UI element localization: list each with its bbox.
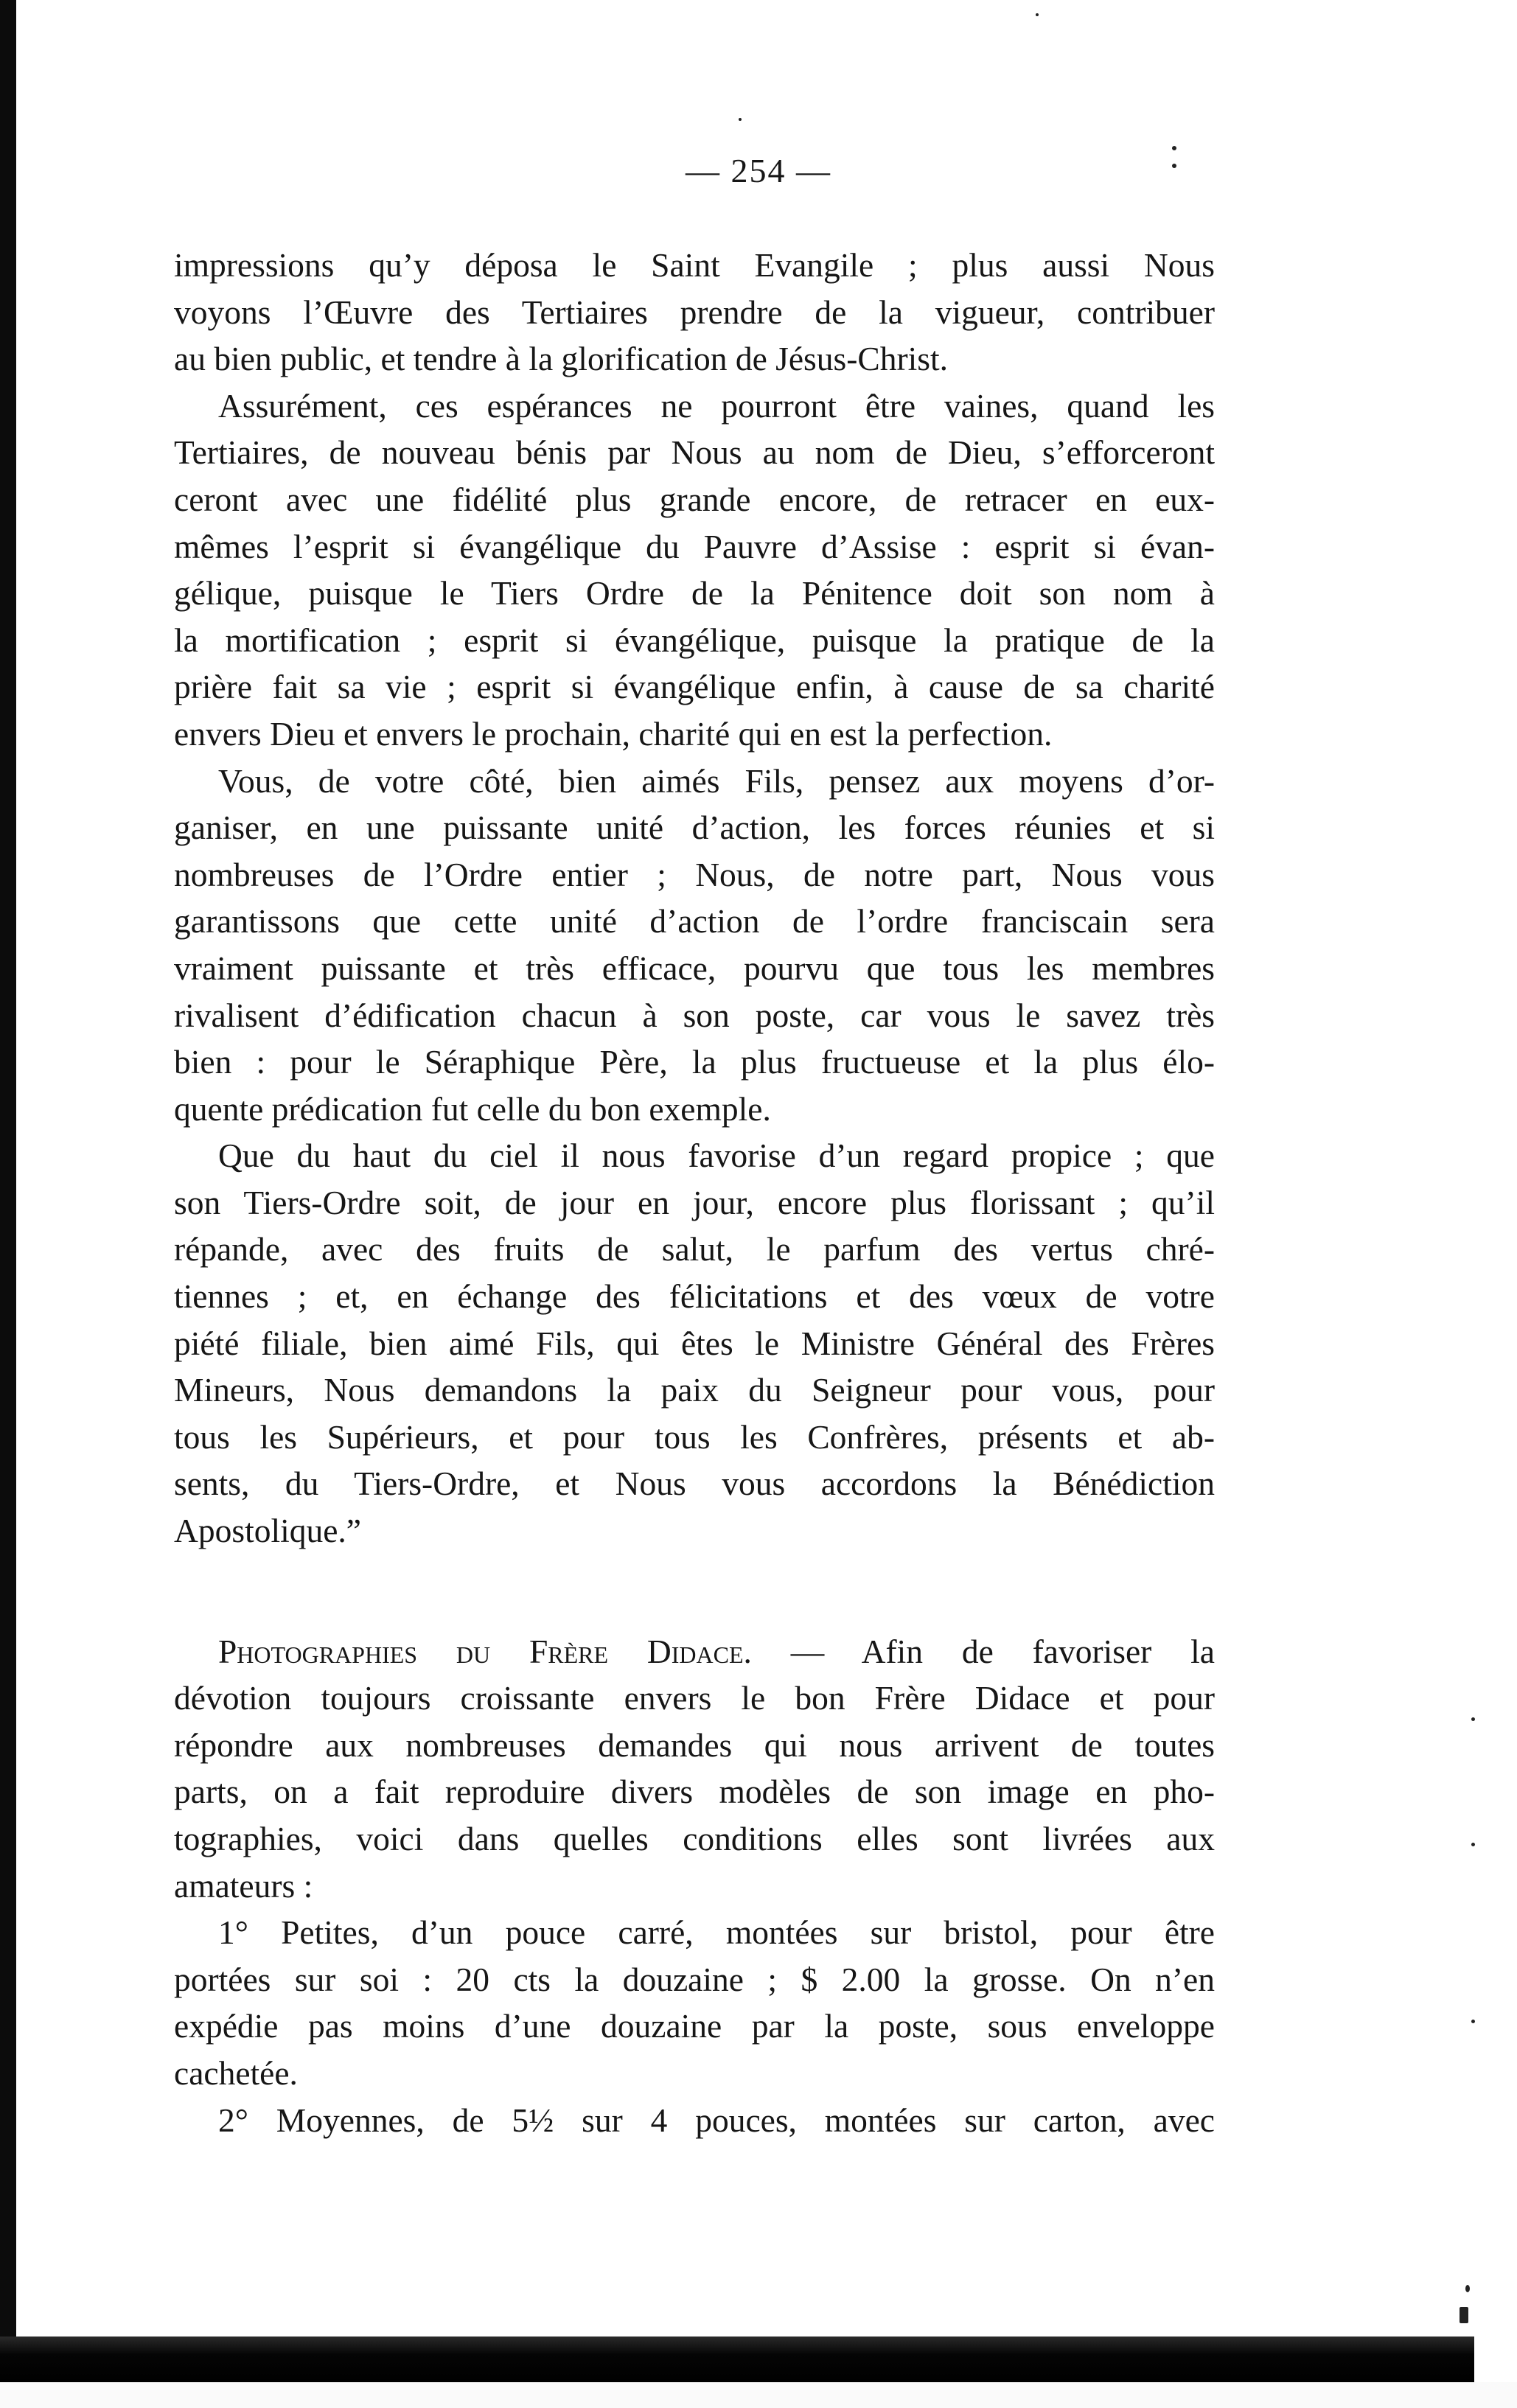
text-line <box>174 1628 1215 1675</box>
page-number: — 254 — <box>686 152 831 189</box>
scan-speck <box>1471 2020 1475 2023</box>
text-line: Vous, de votre côté, bien aimés Fils, pensez aux moyens d’or- <box>218 761 1215 800</box>
text-line: bien : pour le Séraphique Père, la plus fructueuse et la plus élo- <box>174 1043 1215 1081</box>
scan-speck <box>1465 2285 1470 2292</box>
text-line: portées sur soi : 20 cts la douzaine ; $ 2.00 la grosse. On n’en <box>174 1960 1215 1998</box>
text-line: prière fait sa vie ; esprit si évangélique enfin, à cause de sa charité <box>174 668 1215 706</box>
text-line: dévotion toujours croissante envers le bon Frère Didace et pour <box>174 1679 1215 1717</box>
scan-speck <box>1471 1717 1475 1721</box>
text-line: piété filiale, bien aimé Fils, qui êtes le Ministre Général des Frères <box>174 1324 1215 1362</box>
text-line: 1° Petites, d’un pouce carré, montées sur bristol, pour être <box>218 1913 1215 1952</box>
paragraph <box>174 758 1215 1133</box>
text-line: 2° Moyennes, de 5½ sur 4 pouces, montées sur carton, avec <box>218 2101 1215 2139</box>
page-body <box>174 242 1215 2143</box>
text-line: voyons l’Œuvre des Tertiaires prendre de la vigueur, contribuer <box>174 293 1215 331</box>
text-line: tographies, voici dans quelles conditions elles sont livrées aux <box>174 1820 1215 1857</box>
scan-speck <box>1172 146 1176 150</box>
text-line: cachetée. <box>174 2053 298 2092</box>
text-line: amateurs : <box>174 1866 313 1905</box>
text-line: Que du haut du ciel il nous favorise d’un regard propice ; que <box>218 1137 1215 1175</box>
text-fragment: — Afin de favoriser la <box>751 1632 1215 1670</box>
text-line: impressions qu’y déposa le Saint Evangile ; plus aussi Nous <box>174 246 1215 284</box>
text-line: quente prédication fut celle du bon exemple. <box>174 1089 771 1128</box>
paragraph <box>174 383 1215 758</box>
text-line: mêmes l’esprit si évangélique du Pauvre d’Assise : esprit si évan- <box>174 527 1215 565</box>
text-line: envers Dieu et envers le prochain, charité qui en est la perfection. <box>174 714 1053 753</box>
text-line: ganiser, en une puissante unité d’action, les forces réunies et si <box>174 809 1215 847</box>
paragraph <box>174 1132 1215 1554</box>
text-line: ceront avec une fidélité plus grande encore, de retracer en eux- <box>174 480 1215 518</box>
text-line: nombreuses de l’Ordre entier ; Nous, de notre part, Nous vous <box>174 855 1215 893</box>
text-line: Mineurs, Nous demandons la paix du Seigneur pour vous, pour <box>174 1371 1215 1409</box>
scan-speck <box>1471 1843 1475 1846</box>
scan-speck <box>1036 13 1039 16</box>
text-line: répande, avec des fruits de salut, le parfum des vertus chré- <box>174 1230 1215 1268</box>
text-line: rivalisent d’édification chacun à son poste, car vous le savez très <box>174 996 1215 1034</box>
scan-margin-bottom <box>0 2382 1517 2408</box>
text-line: gélique, puisque le Tiers Ordre de la Pénitence doit son nom à <box>174 574 1215 613</box>
paragraph <box>174 242 1215 383</box>
text-line: Assurément, ces espérances ne pourront être vaines, quand les <box>218 386 1215 425</box>
paragraph <box>174 1628 1215 1910</box>
text-line: Apostolique.” <box>174 1512 362 1550</box>
scan-speck <box>1460 2307 1468 2323</box>
text-line: expédie pas moins d’une douzaine par la poste, sous enveloppe <box>174 2007 1215 2045</box>
paragraph <box>174 1909 1215 2096</box>
text-line: au bien public, et tendre à la glorification de Jésus-Christ. <box>174 340 948 378</box>
text-line: son Tiers-Ordre soit, de jour en jour, encore plus florissant ; qu’il <box>174 1183 1215 1221</box>
scan-border-left <box>0 0 16 2408</box>
scan-border-bottom <box>0 2337 1474 2382</box>
section-gap <box>174 1554 1215 1628</box>
text-line: parts, on a fait reproduire divers modèles de son image en pho- <box>174 1773 1215 1811</box>
section-heading: Photographies du Frère Didace. <box>218 1632 752 1670</box>
text-line: tous les Supérieurs, et pour tous les Confrères, présents et ab- <box>174 1417 1215 1456</box>
text-line: sents, du Tiers-Ordre, et Nous vous accordons la Bénédiction <box>174 1465 1215 1503</box>
text-line: répondre aux nombreuses demandes qui nous arrivent de toutes <box>174 1725 1215 1764</box>
text-line: Tertiaires, de nouveau bénis par Nous au nom de Dieu, s’efforceront <box>174 433 1215 472</box>
scan-speck <box>739 118 742 121</box>
paragraph <box>174 2097 1215 2144</box>
text-line: tiennes ; et, en échange des félicitations et des vœux de votre <box>174 1277 1215 1316</box>
text-line: vraiment puissante et très efficace, pourvu que tous les membres <box>174 949 1215 987</box>
text-line: la mortification ; esprit si évangélique, puisque la pratique de la <box>174 621 1215 659</box>
text-line: garantissons que cette unité d’action de l’ordre franciscain sera <box>174 902 1215 940</box>
